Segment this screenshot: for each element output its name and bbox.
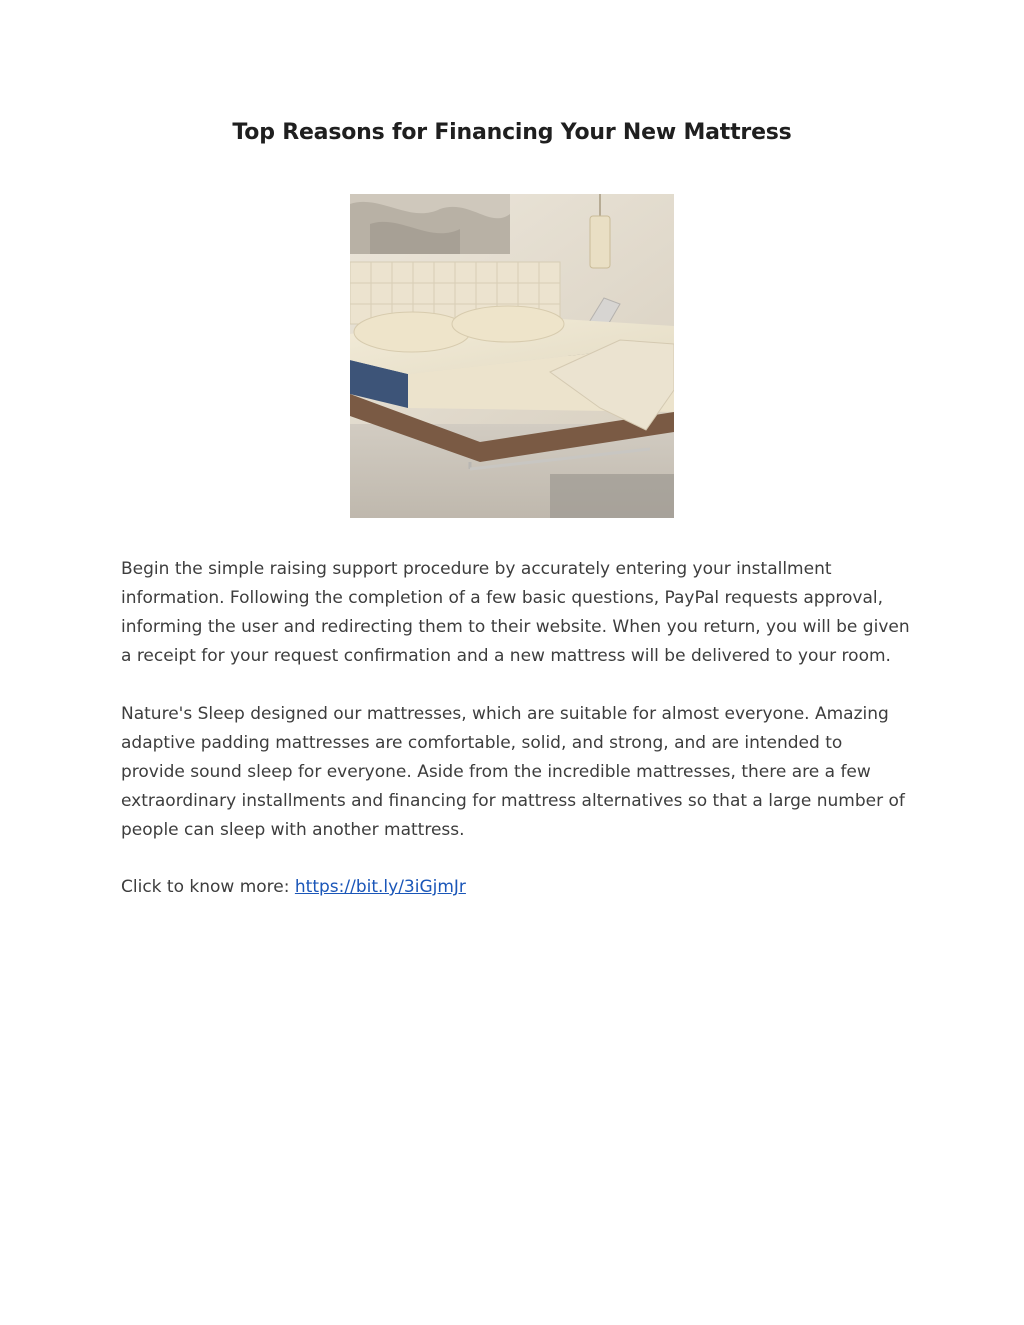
page-title: Top Reasons for Financing Your New Mattress (232, 120, 792, 145)
bedroom-mattress-photo (350, 194, 674, 518)
more-info-link[interactable]: https://bit.ly/3iGjmJr (294, 877, 466, 897)
cta-line (121, 873, 911, 902)
paragraph-intro: Begin the simple raising support procedure by accurately entering your installment information. Following the completion of a few basic questions, PayPal requests approval, informing the user and redirecting them to their website. When you return, you will be given a receipt for your request confirmation and a new mattress will be delivered to your room. (121, 559, 910, 666)
paragraph-natures-sleep: Nature's Sleep designed our mattresses, which are suitable for almost everyone. Amazing adaptive padding mattresses are comfortable, solid, and strong, and are intended to provide sound sleep for everyone. Aside from the incredible mattresses, there are a few extraordinary installments and financing for mattress alternatives so that a large number of people can sleep with another mattress. (121, 704, 905, 840)
cta-prefix: Click to know more: (121, 877, 295, 897)
